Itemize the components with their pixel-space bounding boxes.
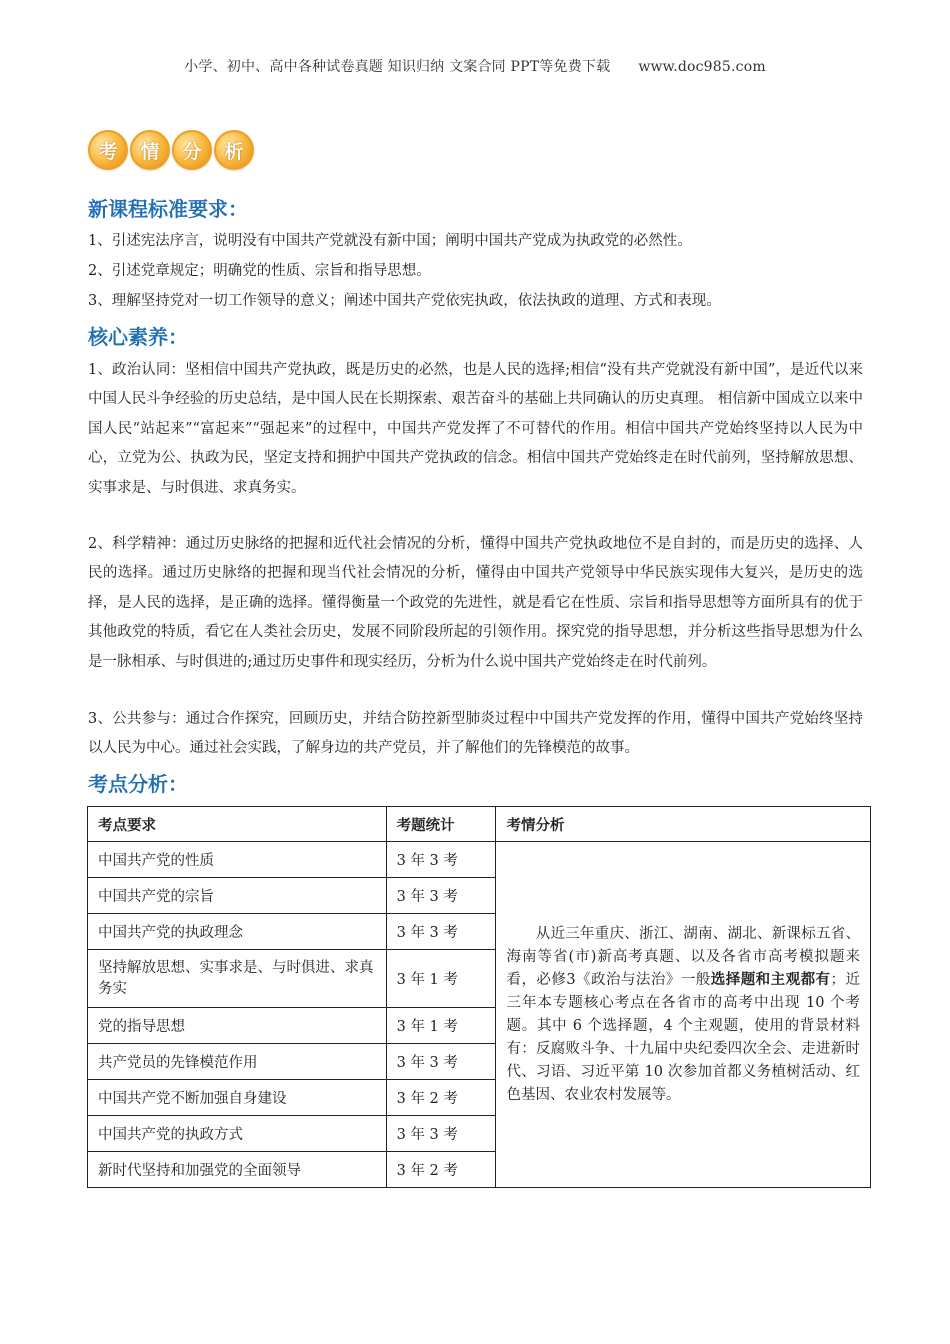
analysis-description bbox=[496, 842, 871, 1188]
analysis-text-bold: 选择题和主观都有 bbox=[710, 971, 831, 988]
row-requirement: 党的指导思想 bbox=[88, 1008, 387, 1044]
row-statistic: 3 年 3 考 bbox=[386, 914, 496, 950]
row-statistic: 3 年 3 考 bbox=[386, 1044, 496, 1080]
row-requirement: 中国共产党的宗旨 bbox=[88, 878, 387, 914]
literacy-item-2: 2、科学精神：通过历史脉络的把握和近代社会情况的分析，懂得中国共产党执政地位不是自封的，而是历史的选择、人民的选择。通过历史脉络的把握和现当代社会情况的分析，懂得由中国共产党领导中华民族实现伟大复兴，是历史的选择，是人民的选择，是正确的选择。懂得衡量一个政党的先进性，就是看它在性质、宗旨和指导思想等方面所具有的优于其他政党的特质，看它在人类社会历史，发展不同阶段所起的引领作用。探究党的指导思想，并分析这些指导思想为什么是一脉相承、与时俱进的;通过历史事件和现实经历，分析为什么说中国共产党始终走在时代前列。 bbox=[88, 536, 863, 670]
header-requirement: 考点要求 bbox=[88, 807, 387, 842]
literacy-title: 核心素养： bbox=[88, 325, 188, 349]
table-header-row bbox=[88, 807, 871, 842]
badge-char-3: 分 bbox=[172, 130, 212, 170]
standards-item-3: 3、理解坚持党对一切工作领导的意义；阐述中国共产党依宪执政，依法执政的道理、方式和表现。 bbox=[88, 293, 721, 309]
analysis-text-1: 从近三年重庆、浙江、湖南、湖北、新课标五省、海南等省(市)新高考真题、以及各省市高考模拟题来看，必修3《政治与法治》一般 bbox=[506, 925, 860, 988]
header-text: 小学、初中、高中各种试卷真题 知识归纳 文案合同 PPT等免费下载 bbox=[184, 59, 611, 75]
exam-analysis-badge bbox=[88, 130, 256, 174]
row-requirement: 中国共产党的执政理念 bbox=[88, 914, 387, 950]
row-statistic: 3 年 1 考 bbox=[386, 950, 496, 1008]
badge-char-2: 情 bbox=[130, 130, 170, 170]
exam-title: 考点分析： bbox=[88, 772, 188, 796]
row-statistic: 3 年 3 考 bbox=[386, 878, 496, 914]
row-requirement: 新时代坚持和加强党的全面领导 bbox=[88, 1152, 387, 1188]
analysis-text-2: ；近三年本专题核心考点在各省市的高考中出现 10 个考题。其中 6 个选择题，4 个主观题，使用的背景材料有：反腐败斗争、十九届中央纪委四次全会、走进新时代、习语、习近平第 10 次参加首都义务植树活动、红色基因、农业农村发展等。 bbox=[506, 971, 860, 1103]
exam-analysis-table bbox=[87, 806, 871, 1188]
standards-item-1: 1、引述宪法序言，说明没有中国共产党就没有新中国；阐明中国共产党成为执政党的必然性。 bbox=[88, 233, 692, 249]
standards-title: 新课程标准要求： bbox=[88, 197, 248, 221]
badge-char-4: 析 bbox=[214, 130, 254, 170]
row-statistic: 3 年 2 考 bbox=[386, 1152, 496, 1188]
standards-item-2: 2、引述党章规定；明确党的性质、宗旨和指导思想。 bbox=[88, 263, 431, 279]
row-statistic: 3 年 1 考 bbox=[386, 1008, 496, 1044]
table-row bbox=[88, 842, 871, 878]
row-statistic: 3 年 3 考 bbox=[386, 842, 496, 878]
row-requirement: 中国共产党的执政方式 bbox=[88, 1116, 387, 1152]
row-statistic: 3 年 3 考 bbox=[386, 1116, 496, 1152]
row-requirement: 共产党员的先锋模范作用 bbox=[88, 1044, 387, 1080]
row-requirement: 中国共产党的性质 bbox=[88, 842, 387, 878]
header-statistics: 考题统计 bbox=[386, 807, 496, 842]
literacy-item-3: 3、公共参与：通过合作探究，回顾历史，并结合防控新型肺炎过程中中国共产党发挥的作用，懂得中国共产党始终坚持以人民为中心。通过社会实践，了解身边的共产党员，并了解他们的先锋模范的故事。 bbox=[88, 711, 863, 757]
literacy-item-1: 1、政治认同：坚相信中国共产党执政，既是历史的必然，也是人民的选择;相信“没有共产党就没有新中国”，是近代以来中国人民斗争经验的历史总结，是中国人民在长期探索、艰苦奋斗的基础上共同确认的历史真理。 相信新中国成立以来中国人民“站起来”“富起来”“强起来”的过程中，中国共产党发挥了不可替代的作用。相信中国共产党始终坚持以人民为中心，立党为公、执政为民，坚定支持和拥护中国共产党执政的信念。相信中国共产党始终走在时代前列，坚持解放思想、实事求是、与时俱进、求真务实。 bbox=[88, 362, 863, 496]
row-requirement: 坚持解放思想、实事求是、与时俱进、求真务实 bbox=[88, 950, 387, 1008]
row-statistic: 3 年 2 考 bbox=[386, 1080, 496, 1116]
header-url[interactable]: www.doc985.com bbox=[638, 59, 766, 75]
page-header bbox=[0, 56, 950, 76]
row-requirement: 中国共产党不断加强自身建设 bbox=[88, 1080, 387, 1116]
header-analysis: 考情分析 bbox=[496, 807, 871, 842]
badge-char-1: 考 bbox=[88, 130, 128, 170]
